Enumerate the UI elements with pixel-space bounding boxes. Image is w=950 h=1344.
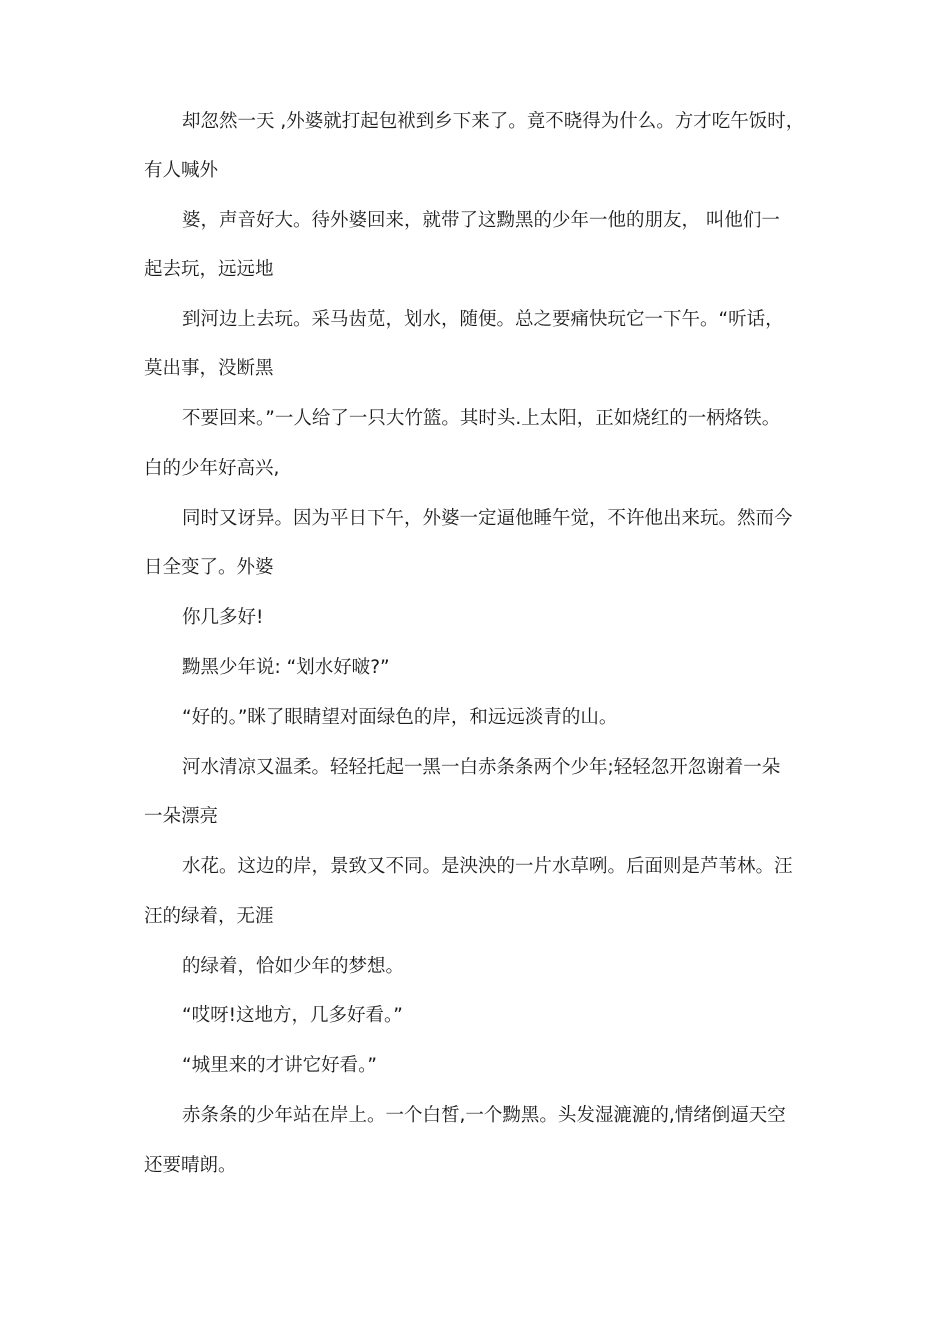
paragraph-line: 同时又讶异。因为平日下午，外婆一定逼他睡午觉，不许他出来玩。然而今 [182, 508, 793, 529]
paragraph-line: 一朵漂亮 [144, 806, 219, 827]
paragraph-line: 却忽然一天 ,外婆就打起包袱到乡下来了。竟不晓得为什么。方才吃午饭时， [182, 111, 805, 132]
paragraph-line: 黝黑少年说: “划水好啵?” [182, 657, 390, 678]
paragraph-line: 不要回来。”一人给了一只大竹篮。其时头.上太阳，正如烧红的一柄烙铁。 [182, 408, 781, 429]
paragraph-line: 的绿着，恰如少年的梦想。 [182, 956, 405, 977]
paragraph-line: 河水清凉又温柔。轻轻托起一黑一白赤条条两个少年;轻轻忽开忽谢着一朵 [182, 757, 781, 778]
paragraph-line: “哎呀!这地方，几多好看。” [182, 1005, 403, 1026]
paragraph-line: 还要晴朗。 [144, 1155, 237, 1176]
paragraph-line: 水花。这边的岸，景致又不同。是泱泱的一片水草咧。后面则是芦苇林。汪 [182, 856, 793, 877]
paragraph-line: “好的。”眯了眼睛望对面绿色的岸，和远远淡青的山。 [182, 707, 618, 728]
paragraph-line: 有人喊外 [144, 160, 219, 181]
paragraph-line: 汪的绿着，无涯 [144, 906, 274, 927]
paragraph-line: 你几多好! [182, 607, 264, 628]
paragraph-line: 赤条条的少年站在岸上。一个白皙,一个黝黑。头发湿漉漉的,情绪倒逼天空 [182, 1105, 786, 1126]
paragraph-line: 日全变了。外婆 [144, 557, 274, 578]
paragraph-line: “城里来的才讲它好看。” [182, 1055, 377, 1076]
paragraph-line: 白的少年好高兴, [144, 458, 280, 479]
paragraph-line: 起去玩，远远地 [144, 259, 274, 280]
paragraph-line: 莫出事，没断黑 [144, 358, 274, 379]
paragraph-line: 到河边上去玩。采马齿苋，划水，随便。总之要痛快玩它一下午。“听话， [182, 309, 784, 330]
paragraph-line: 婆，声音好大。待外婆回来，就带了这黝黑的少年一他的朋友， 叫他们一 [182, 210, 780, 231]
